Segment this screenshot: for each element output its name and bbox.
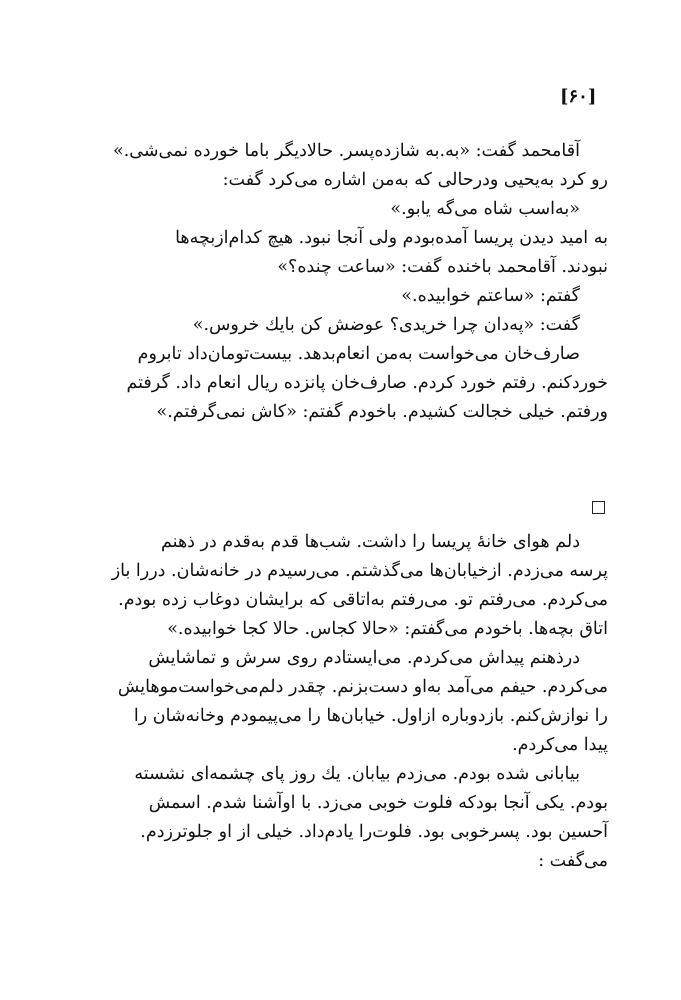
text-line: می‌کردم. می‌رفتم تو. می‌رفتم به‌اتاقی که برایشان دوغاب زده بودم. [118, 590, 608, 610]
text-line: آحسین بود. پسرخوبی بود. فلوت‌را یادم‌داد. خیلی از او جلوترزدم. [140, 822, 608, 842]
text-line: دلم هوای خانهٔ پریسا را داشت. شب‌ها قدم به‌قدم در ذهنم [161, 532, 580, 552]
text-line: بودم. یکی آنجا بودکه فلوت خوبی می‌زد. با اوآشنا شدم. اسمش [148, 793, 608, 813]
text-line: گفتم: «ساعتم خوابیده.» [401, 286, 580, 306]
text-line: صارف‌خان می‌خواست به‌من انعام‌بدهد. بیست‌تومان‌داد تابروم [137, 344, 580, 364]
text-line: رو کرد به‌یحیی ودرحالی که به‌من اشاره می‌کرد گفت: [222, 170, 608, 190]
text-line: آقامحمد گفت: «به.به شازده‌پسر. حالادیگر باما خورده نمی‌شی.» [112, 141, 580, 161]
page-number: [۶۰] [560, 86, 597, 107]
text-line: ورفتم. خیلی خجالت کشیدم. باخودم گفتم: «کاش نمی‌گرفتم.» [156, 402, 608, 422]
text-line: «به‌اسب شاه می‌گه یابو.» [390, 199, 580, 219]
text-line: را نوازش‌کنم. بازدوباره ازاول. خیابان‌ها را می‌پیمودم وخانه‌شان را [133, 706, 608, 726]
text-line: می‌گفت : [538, 851, 608, 871]
section-break-square [592, 501, 605, 514]
text-line: درذهنم پیداش می‌کردم. می‌ایستادم روی سرش و تماشایش [148, 648, 580, 668]
text-line: گفت: «په‌دان چرا خریدی؟ عوضش کن بایك خروس.» [192, 315, 580, 335]
text-line: نبودند. آقامحمد باخنده گفت: «ساعت چنده؟» [277, 257, 608, 277]
text-line: می‌کردم. حیفم می‌آمد به‌او دست‌بزنم. چقدر دلم‌می‌خواست‌موهایش [117, 677, 608, 697]
text-line: اتاق بچه‌ها. باخودم می‌گفتم: «حالا کجاس. حالا کجا خوابیده.» [167, 619, 608, 639]
text-line: پرسه می‌زدم. ازخیابان‌ها می‌گذشتم. می‌رسیدم در خانه‌شان. دررا باز [111, 561, 608, 581]
text-line: خوردکنم. رفتم خورد کردم. صارف‌خان پانزده ریال انعام داد. گرفتم [126, 373, 608, 393]
text-line: به امید دیدن پریسا آمده‌بودم ولی آنجا نبود. هیچ کدام‌ازبچه‌ها [175, 228, 608, 248]
section-2-text [78, 528, 608, 876]
text-line: بیابانی شده بودم. می‌زدم بیابان. یك روز پای چشمه‌ای نشسته [134, 764, 580, 784]
text-line: پیدا می‌کردم. [512, 735, 608, 755]
section-1-text [78, 137, 608, 427]
